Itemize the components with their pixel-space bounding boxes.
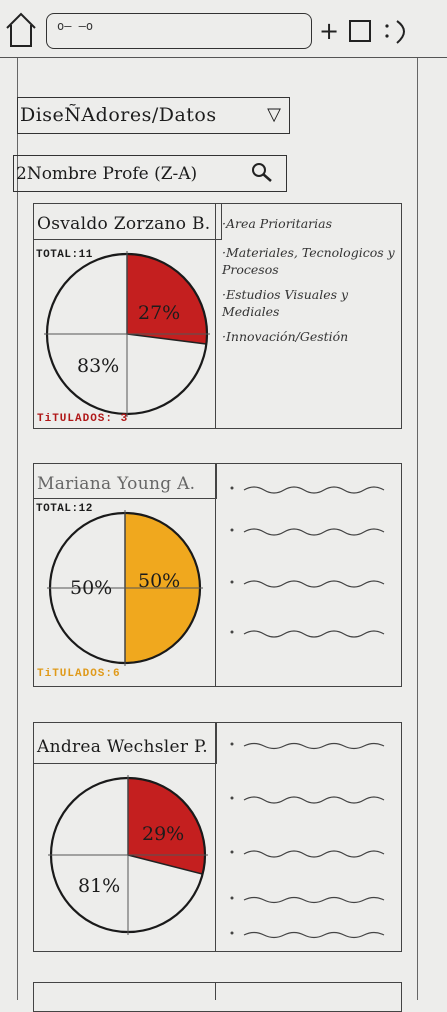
category-select-label: DiseÑAdores/Datos <box>20 104 217 126</box>
areas-list <box>222 215 397 345</box>
other-percent-label: 50% <box>70 577 113 599</box>
category-select[interactable] <box>17 97 290 134</box>
titled-percent-label: 50% <box>138 570 181 592</box>
address-bar[interactable] <box>46 13 312 49</box>
area-item: ·Materiales, Tecnologicos y Procesos <box>222 245 395 277</box>
other-percent-label: 81% <box>78 875 121 897</box>
area-item: ·Area Prioritarias <box>222 216 332 231</box>
area-item: ·Innovación/Gestión <box>222 329 349 344</box>
placeholder-list <box>222 730 397 945</box>
toolbar-divider <box>0 57 447 58</box>
pie-chart <box>44 251 210 417</box>
sort-search-field[interactable] <box>13 155 287 192</box>
titled-percent-label: 27% <box>138 302 181 324</box>
area-item: ·Estudios Visuales y Mediales <box>222 287 349 319</box>
titled-percent-label: 29% <box>142 823 185 845</box>
pie-slice-titled <box>127 254 207 344</box>
search-icon[interactable] <box>250 160 274 189</box>
sort-label: 2Nombre Profe (Z-A) <box>16 164 198 184</box>
professor-name: Osvaldo Zorzano B. <box>37 214 211 234</box>
new-tab-icon[interactable]: + <box>318 17 340 45</box>
address-text: o— —o <box>57 19 94 33</box>
titled-count: TiTULADOS:6 <box>37 668 121 680</box>
total-count: TOTAL:11 <box>36 249 93 261</box>
page-frame-right <box>417 58 418 1000</box>
placeholder-list <box>222 470 397 670</box>
menu-icon[interactable] <box>381 16 417 46</box>
page-frame-left <box>17 58 18 1000</box>
professor-name: Andrea Wechsler P. <box>37 737 209 757</box>
professor-name: Mariana Young A. <box>37 474 196 494</box>
other-percent-label: 83% <box>77 355 120 377</box>
pie-chart <box>48 775 208 935</box>
home-icon[interactable] <box>4 10 38 50</box>
titled-count: TiTULADOS: 3 <box>37 413 129 425</box>
chevron-down-icon: ▽ <box>267 104 281 125</box>
professor-card-partial[interactable] <box>33 982 402 1012</box>
card-divider <box>215 982 216 1000</box>
total-count: TOTAL:12 <box>36 503 93 515</box>
tabs-icon[interactable] <box>349 20 371 42</box>
